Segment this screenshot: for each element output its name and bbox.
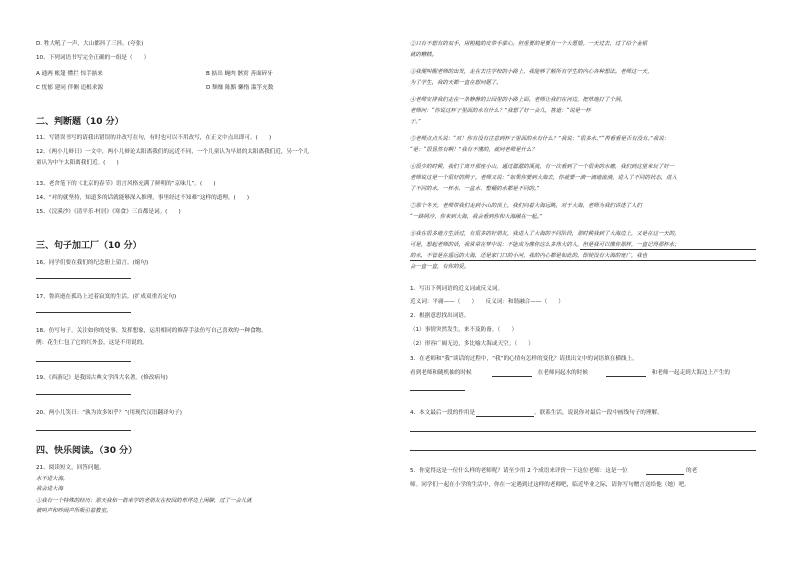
q9-option-d: D. 牲大吼了一声，大山都抖了三抖。(夸张) — [36, 41, 144, 47]
reading-q4-part1: 4．本文最后一段的作用是 — [410, 410, 476, 416]
passage-p7-line4: 会一直一直，有你的爱。 — [410, 264, 470, 270]
reading-q5-line2: 师。同学们一起在小学的生活中，你在一定遇到过这样的老师吧，临近毕业之际，请你写句赠言送给他（她）吧。 — [410, 482, 690, 488]
section-judge-title: 二、判断题（10 分） — [36, 117, 124, 127]
passage-p7-line2: 可是，想起老师的话，我常常在梦中说：不能成为像你这么多伟大的人，但是我可以像你那样，一直记得那杯水； — [410, 242, 680, 248]
passage-p5-line1: ⑥很少的时候，我们了离开那座小山，通过潺潺的溪流，有一次看到了一个很美的水塘，我们到这里来玩了好一 — [410, 164, 675, 170]
q10-option-c: C 忧郁 建同 伴侧 追根求源 — [36, 85, 103, 91]
passage-p7-line1: ⑧我在很多地方生活过，有很多的好朋友，我进入了大海的不同阶段，那时候我到了大海边上，又是在这一天的。 — [410, 231, 680, 237]
answer-line-19[interactable] — [36, 394, 131, 395]
answer-line-16[interactable] — [36, 278, 131, 279]
reading-q4-blank[interactable] — [476, 416, 534, 417]
reading-q3-part3: 和老师一起走到大海边上产生的 — [646, 370, 730, 376]
answer-line-18[interactable] — [36, 361, 131, 362]
passage-p4-line1: ⑤老师点点头说：“对！你有没有注意到杯子里面的水有什么？”我说：“很多水。”“再看看是否有没有。”我说： — [410, 136, 670, 142]
reading-q3-blank3[interactable] — [410, 390, 465, 391]
passage-p3-line1: ④老师安排我们走在一条静静的公园里的小路上面。老师让我们在河边，把草地打了个洞。 — [410, 97, 626, 103]
question-15: 15、《浣溪沙》《清平乐·村居》《寒食》三首都是词。( ) — [36, 209, 181, 215]
question-18-line1: 18、仿写句子。关注如你的处事，发挥想象，运用相同的修辞手法仿写自己喜欢的一种食物。 — [36, 328, 267, 334]
reading-q3-part1: 看到老师和随机抽的时候 — [410, 370, 472, 376]
question-14: 14、“对的就坚持，知道多的话就能够深入推理，事里经过不知难”这样的道理。( ) — [36, 195, 250, 201]
reading-q1: 1．写出下列词语的近义词或反义词。 — [410, 286, 504, 292]
passage-p4-line2: “是：“很显然有啊！”我有不懂的，就问老师是什么？ — [410, 147, 537, 153]
reading-q2-item1: （1）事情突然发生，来不及防备。（ ） — [410, 327, 518, 333]
passage-p5-line2: 老师说这是一个很好的例子。老师又说：“如果你要到大海去，你就要一滴一滴地流淌，进入了不同的状态，进入 — [410, 175, 677, 181]
passage-p6-line1: ⑦那个冬天，老师带我们走到小山的顶上，我们向着大海远眺，对于大海，老师为我们讲述了人们 — [410, 203, 642, 209]
q10-option-d: D 颓靡 陈黯 懒惰 滥竽充数 — [206, 85, 274, 91]
question-13: 13、老舍笔下的《北京的春节》语言风格充满了鲜明的“京味儿”。( ) — [36, 181, 216, 187]
reading-q4-answer-line2[interactable] — [410, 450, 756, 451]
reading-q1-blanks: 近义词：平庸——（ ） 反义词：和谐融合——（ ） — [410, 299, 564, 305]
question-20: 20、两小儿笑曰：“孰为汝多知乎？”(用现代汉语翻译句子) — [36, 410, 182, 416]
reading-q3-blank1[interactable] — [492, 376, 532, 377]
underlined-sentence-2 — [410, 260, 756, 261]
passage-p7-line3: 的水，不管是在遥远的大海，还是家门口的小河，我的内心都是如此的。即使没有大海的宽广，我也 — [410, 253, 648, 259]
passage-p2-line1: ③我便叫醒老师的出发，走在去往学校的小路上，我能够了解所有学生的内心各种想法。老师这一天， — [410, 69, 653, 75]
reading-q3-part2: 在老师问起水的时候 — [532, 370, 588, 376]
q10-option-b: B 掂出 蝇肉 骸雳 善面碎牙 — [206, 71, 273, 77]
passage-p3-line3: 子。” — [410, 119, 421, 125]
question-21: 21、阅读短文，回答问题。 — [36, 465, 105, 471]
passage-p3-line2: 老师问：“你说这杯子里面的水有什么？”我想了好一会儿，答道：“说是一杯 — [410, 108, 591, 114]
reading-q5-part1: 5．你觉得这是一位什么样的老师呢？请至少用 2 个成语来评价一下这位老师：这是一位 — [410, 468, 628, 474]
question-12-line1: 12、《两小儿辩日》一文中，两小儿辩论太阳离我们的远近不同，一个儿童认为早晨的太阳离我们近，另一个儿 — [36, 149, 309, 155]
passage-title-line2: 我会进大海 — [36, 486, 63, 492]
underlined-sentence-1 — [580, 249, 756, 250]
question-10: 10、下列词语书写完全正确的一组是（ ） — [36, 55, 150, 61]
reading-q5-part2: 的老 — [686, 468, 698, 474]
question-18-example: 例：花生仁包了它的红外套，这是不用说的。 — [36, 340, 148, 346]
question-12-line2: 童认为中午太阳离我们近。( ) — [36, 160, 119, 166]
answer-line-20[interactable] — [36, 430, 131, 431]
passage-p6-line2: “一路阿沙，你来到大海，我会看到你和大海融在一起。” — [410, 214, 543, 220]
reading-q4-answer-line1[interactable] — [410, 431, 756, 432]
q10-option-a: A 通两 帐篷 懂拦 惊手掂来 — [36, 71, 103, 77]
section-sentence-title: 三、句子加工厂（10 分） — [36, 241, 142, 251]
reading-q2: 2．根据意思找出词语。 — [410, 313, 470, 319]
reading-q3-blank2[interactable] — [606, 376, 646, 377]
answer-line-17[interactable] — [36, 312, 131, 313]
passage-paragraph-1-line1: ①我有一个特殊的经历：那天我和一群来学的老朋友在校园的草坪边上闲聊，过了一会儿就 — [36, 498, 252, 504]
question-16: 16、同学们要在我们的纪念册上留言。(缩句) — [36, 260, 149, 266]
question-17: 17、鲁滨逊在孤岛上过着寂寞的生活。(扩成双重否定句) — [36, 294, 177, 300]
reading-q5-blank[interactable] — [646, 474, 684, 475]
question-19: 19、《西游记》是我国古典文学四大名著。(修改病句) — [36, 375, 168, 381]
passage-title-line1: 水不进大海， — [36, 476, 69, 482]
passage-p1-line4: 就的糟糕。 — [410, 52, 437, 58]
question-11: 11、写错误书写的请我出错误的并改写在句，有时也可以不用改写，在正文中点出即可。( ) — [36, 135, 272, 141]
section-reading-title: 四、快乐阅读。（30 分） — [36, 446, 138, 456]
passage-p5-line3: 了不同的水，一杯水、一盆水、整桶的水都是不同的。” — [410, 186, 540, 192]
passage-p1-line3: ②只有不想有的双手，用粗糙的皮带手掌心。但重要的是要有一个大愿望。一天过去，过了给个金银 — [410, 41, 648, 47]
reading-q4-part2: 。联系生活，说说你对最后一段中画线句子的理解。 — [534, 410, 663, 416]
reading-q3: 3．在老师和“我”谈话的过程中，“我”的心情有怎样的变化？请找出文中的词语填在横线上。 — [410, 356, 638, 362]
passage-paragraph-1-line2: 被叫声和吵闹声所吸引着教室。 — [36, 508, 112, 514]
passage-p2-line2: 为了学生，我的天都一直在想问题了。 — [410, 80, 502, 86]
reading-q2-item2: （2）形容广阔无边，多比喻大海或天空。（ ） — [410, 341, 534, 347]
